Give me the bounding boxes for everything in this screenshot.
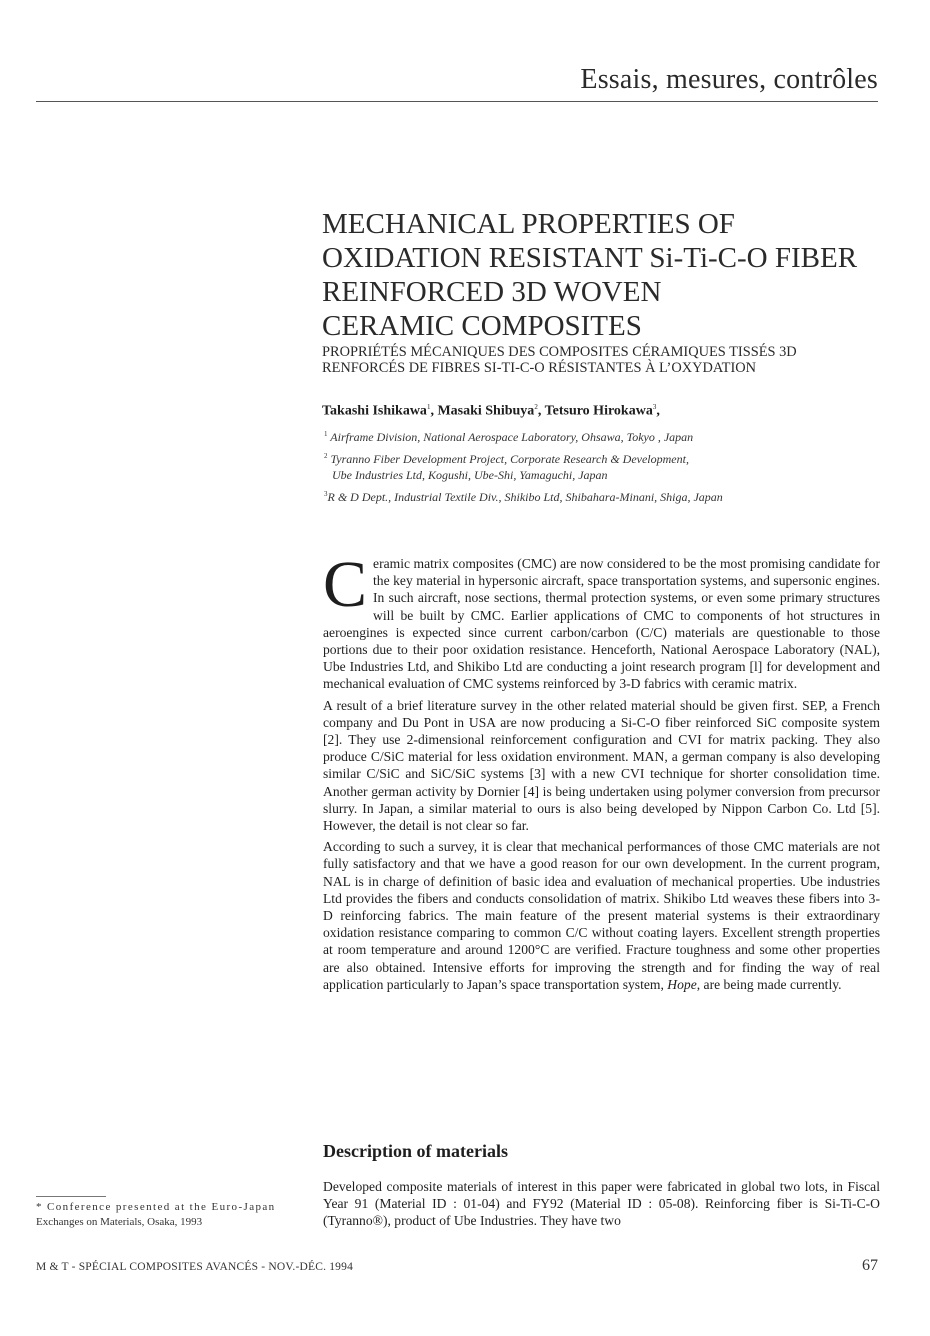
footnote-line: Exchanges on Materials, Osaka, 1993	[36, 1216, 203, 1228]
affiliation	[324, 448, 884, 483]
article-title	[322, 207, 882, 343]
footnote	[36, 1200, 306, 1230]
affiliation	[324, 486, 884, 505]
affiliation-mark: 3	[324, 490, 328, 498]
affiliation-text: Ube Industries Ltd, Kogushi, Ube-Shi, Yamaguchi, Japan	[332, 468, 608, 482]
title-line: OXIDATION RESISTANT Si-Ti-C-O FIBER	[322, 242, 858, 274]
section-heading: Description of materials	[323, 1141, 508, 1161]
affiliation-mark: 2	[324, 452, 328, 460]
title-line: MECHANICAL PROPERTIES OF	[322, 208, 735, 240]
page-number: 67	[862, 1257, 878, 1274]
french-subtitle	[322, 344, 882, 376]
paragraph: A result of a brief literature survey in the other related material should be given first. SEP, a French company and Du Pont in USA are now producing a Si-C-O fiber reinforced SiC composite system [2]. They use 2-dimensional reinforcement configuration and CVI for matrix packing. They also produce C/SiC material for less oxidation environment. MAN, a german company is also developing similar C/SiC and SiC/SiC systems [3] with a new CVI technique for shorter consolidation time. Another german activity by Dornier [4] is being undertaken using polymer conversion from precursor slurry. In Japan, a similar material to ours is also being developed by Nippon Carbon Co. Ltd [5]. However, the detail is not clear so far.	[323, 697, 880, 834]
paragraph-text: , are being made currently.	[696, 976, 842, 992]
title-line: CERAMIC COMPOSITES	[322, 310, 642, 342]
author-name: Masaki Shibuya	[437, 403, 535, 419]
author-name: Tetsuro Hirokawa	[544, 403, 653, 419]
author-name: Takashi Ishikawa	[322, 403, 427, 419]
affiliation-text: Tyranno Fiber Development Project, Corporate Research & Development,	[330, 452, 689, 466]
paragraph-text: eramic matrix composites (CMC) are now considered to be the most promising candidate for the key material in hypersonic aircraft, space transportation systems, and supersonic engines. In such aircraft, nose sections, thermal protection systems, or even some primary structures will be built by CMC. Earlier applications of CMC to components of hot structures in aeroengines is expected since current carbon/carbon (C/C) materials are questionable to those portions due to their poor oxidation resistance. Henceforth, National Aerospace Laboratory (NAL), Ube Industries Ltd, and Shikibo Ltd are conducting a joint research program [l] for development and mechanical evaluation of CMC systems reinforced by 3-D fabrics with ceramic matrix.	[323, 556, 880, 692]
introduction-body	[323, 548, 880, 997]
affiliation	[324, 426, 884, 445]
subtitle-line: PROPRIÉTÉS MÉCANIQUES DES COMPOSITES CÉRAMIQUES TISSÉS 3D	[322, 344, 797, 360]
subtitle-line: RENFORCÉS DE FIBRES SI-TI-C-O RÉSISTANTES À L’OXYDATION	[322, 360, 757, 376]
author-affiliation-mark: 1	[426, 403, 431, 411]
drop-cap: C	[323, 548, 368, 621]
author-separator: ,	[430, 403, 438, 419]
journal-footer: M & T - SPÉCIAL COMPOSITES AVANCÉS - NOV.-DÉC. 1994	[36, 1261, 354, 1273]
affiliation-mark: 1	[324, 430, 328, 438]
author-affiliation-mark: 2	[534, 403, 538, 411]
footnote-line: * Conference presented at the Euro-Japan	[36, 1201, 276, 1213]
paragraph	[323, 838, 880, 993]
title-line: REINFORCED 3D WOVEN	[322, 276, 662, 308]
author-list	[322, 403, 660, 420]
running-head: Essais, mesures, contrôles	[580, 64, 878, 95]
section-paragraph: Developed composite materials of interest in this paper were fabricated in global two lots, in Fiscal Year 91 (Material ID : 01-04) and FY92 (Material ID : 05-08). Reinforcing fiber is Si-Ti-C-O (Tyranno®), product of Ube Industries. They have two	[323, 1179, 880, 1229]
affiliation-text: R & D Dept., Industrial Textile Div., Shikibo Ltd, Shibahara-Minani, Shiga, Japan	[327, 490, 723, 504]
affiliations	[324, 426, 884, 508]
author-affiliation-mark: 3	[652, 403, 657, 411]
affiliation-text: Airframe Division, National Aerospace Laboratory, Ohsawa, Tokyo , Japan	[330, 430, 694, 444]
italic-term: Hope	[667, 976, 697, 992]
footnote-rule	[36, 1196, 106, 1197]
paragraph-text: According to such a survey, it is clear that mechanical performances of those CMC materials are not fully satisfactory and that we have a good reason for our own development. In the current program, NAL is in charge of definition of basic idea and evaluation of mechanical properties. Ube industries Ltd provides the fibers and conducts consolidation of matrix. Shikibo Ltd weaves these fibers into 3-D reinforcing fabrics. The main feature of the present material systems is their extraordinary oxidation resistance comparing to common C/C without coating layers. Excellent strength properties at room temperature and around 1200°C are verified. Fracture toughness and some other properties are also obtained. Intensive efforts for improving the strength and for finding the way of real application particularly to Japan’s space transportation system,	[323, 839, 880, 992]
author-separator: ,	[537, 403, 545, 419]
paragraph	[323, 548, 880, 693]
header-rule	[36, 101, 878, 102]
author-separator: ,	[656, 403, 660, 419]
